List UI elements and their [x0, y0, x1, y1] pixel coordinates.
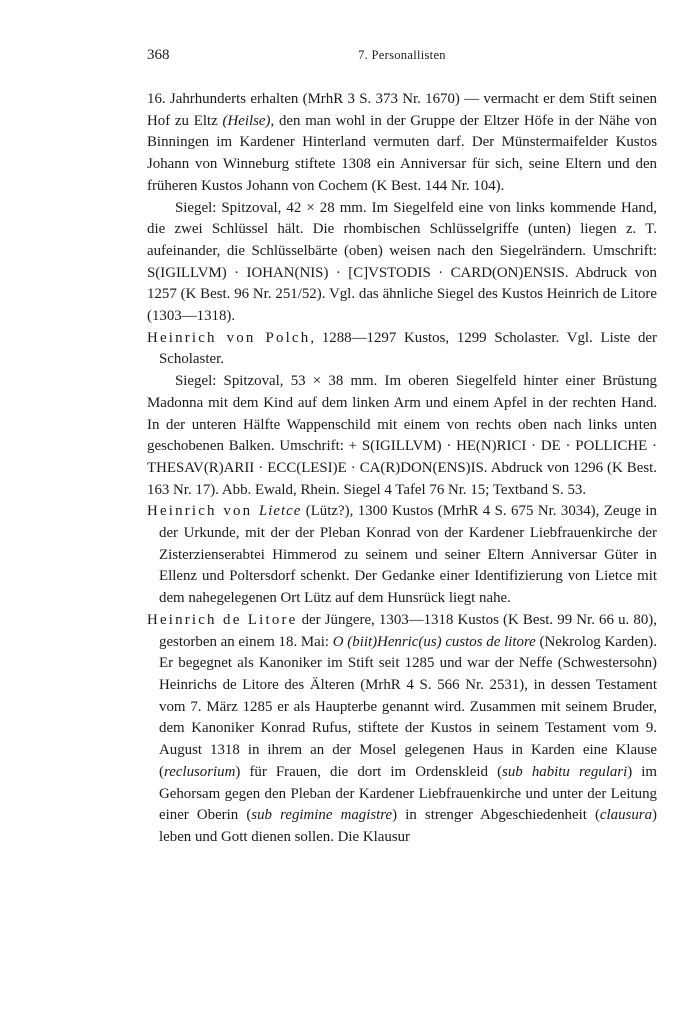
- entry-heinrich-von-lietce: [147, 501, 657, 610]
- entry-text: (Lütz?), 1300 Kustos (MrhR 4 S. 675 Nr. 3034), Zeuge in der Urkunde, mit der der Pleban Konrad von der Kardener Liebfrauenkirche der Zisterzienserabtei Himmerod zu seinem und seiner Eltern Anniversar Güter in Ellenz und Poltersdorf schenkt. Der Gedanke einer Identifizierung von Lietce mit dem nahegelegenen Ort Lütz auf dem Hunsrück liegt nahe.: [159, 503, 657, 607]
- body-text: [147, 89, 657, 849]
- italic-quote: O (biit)Henric(us) custos de litore: [332, 633, 536, 650]
- italic-term: reclusorium: [163, 763, 236, 780]
- entry-text: , 1288—1297 Kustos, 1299 Scholaster. Vgl. Liste der Scholaster.: [159, 329, 657, 368]
- italic-term: (Heilse): [222, 112, 271, 129]
- seal-description-2: Siegel: Spitzoval, 53 × 38 mm. Im oberen Siegelfeld hinter einer Brüstung Madonna mit dem Kind auf dem linken Arm und einem Apfel in der rechten Hand. In der unteren Hälfte Wappenschild mit einem von rechts oben nach links unten geschobenen Balken. Umschrift: + S(IGILLVM) · HE(N)RICI · DE · POLLICHE · THESAV(R)ARII · ECC(LESI)E · CA(R)DON(ENS)IS. Abdruck von 1296 (K Best. 163 Nr. 17). Abb. Ewald, Rhein. Siegel 4 Tafel 76 Nr. 15; Textband S. 53.: [147, 373, 657, 498]
- text-run: ) für Frauen, die dort im Ordenskleid (: [235, 763, 503, 780]
- entry-name: Heinrich von: [147, 503, 259, 520]
- entry-name: Heinrich von Polch: [147, 329, 311, 346]
- page-header: [147, 47, 657, 67]
- page-number: 368: [147, 47, 170, 63]
- running-title: 7. Personallisten: [358, 48, 446, 62]
- entry-heinrich-de-litore: [147, 610, 658, 849]
- entry-name-italic: Lietce: [258, 503, 302, 520]
- text-run: der Jüngere, 1303—1318 Kustos (K Best. 99 Nr. 66 u. 80), gestorben an einem 18. Mai:: [159, 611, 657, 650]
- entry-heinrich-von-polch: [147, 328, 657, 371]
- text-run: , den man wohl in der Gruppe der Eltzer Höfe in der Nähe von Binningen im Kardener Hinterland vermuten darf. Der Münstermaifelder Kustos Johann von Winneburg stiftete 1308 ein Anniversar für sich, seine Eltern und den früheren Kustos Johann von Cochem (K Best. 144 Nr. 104).: [147, 112, 658, 194]
- seal-description-1: Siegel: Spitzoval, 42 × 28 mm. Im Siegelfeld eine von links kommende Hand, die zwei Schlüssel hält. Die rhombischen Schlüsselgriffe (unten) liegen z. T. aufeinander, die Schlüsselbärte (oben) weisen nach den Siegelrändern. Umschrift: S(IGILLVM) · IOHAN(NIS) · [C]VSTODIS · CARD(ON)ENSIS. Abdruck von 1257 (K Best. 96 Nr. 251/52). Vgl. das ähnliche Siegel des Kustos Heinrich de Litore (1303—1318).: [147, 199, 657, 325]
- text-run: ) leben und Gott dienen sollen. Die Klausur: [159, 807, 658, 845]
- italic-term: sub habitu regulari: [502, 763, 628, 780]
- text-run: ) in strenger Abgeschiedenheit (: [392, 807, 600, 824]
- entry-name: Heinrich de Litore: [147, 611, 298, 628]
- text-run: (Nekrolog Karden). Er begegnet als Kanoniker im Stift seit 1285 und war der Neffe (Schwestersohn) Heinrichs de Litore des Älteren (MrhR 4 S. 566 Nr. 2531), in dessen Testament vom 7. März 1285 er als Haupterbe genannt wird. Zusammen mit seinem Bruder, dem Kanoniker Konrad Rufus, stiftete der Kustos in seinem Testament vom 9. August 1318 in ihrem an der Mosel gelegenen Haus in Karden eine Klause (: [159, 633, 657, 780]
- text-run: 16. Jahrhunderts erhalten (MrhR 3 S. 373 Nr. 1670) — vermacht er dem Stift seinen Hof zu Eltz: [147, 91, 657, 129]
- text-run: ) im Gehorsam gegen den Pleban der Kardener Liebfrauenkirche und unter der Leitung einer Oberin (: [159, 763, 658, 824]
- italic-term: clausura: [599, 807, 653, 824]
- italic-term: sub regimine magistre: [251, 807, 393, 824]
- paragraph-continuation: [147, 89, 657, 198]
